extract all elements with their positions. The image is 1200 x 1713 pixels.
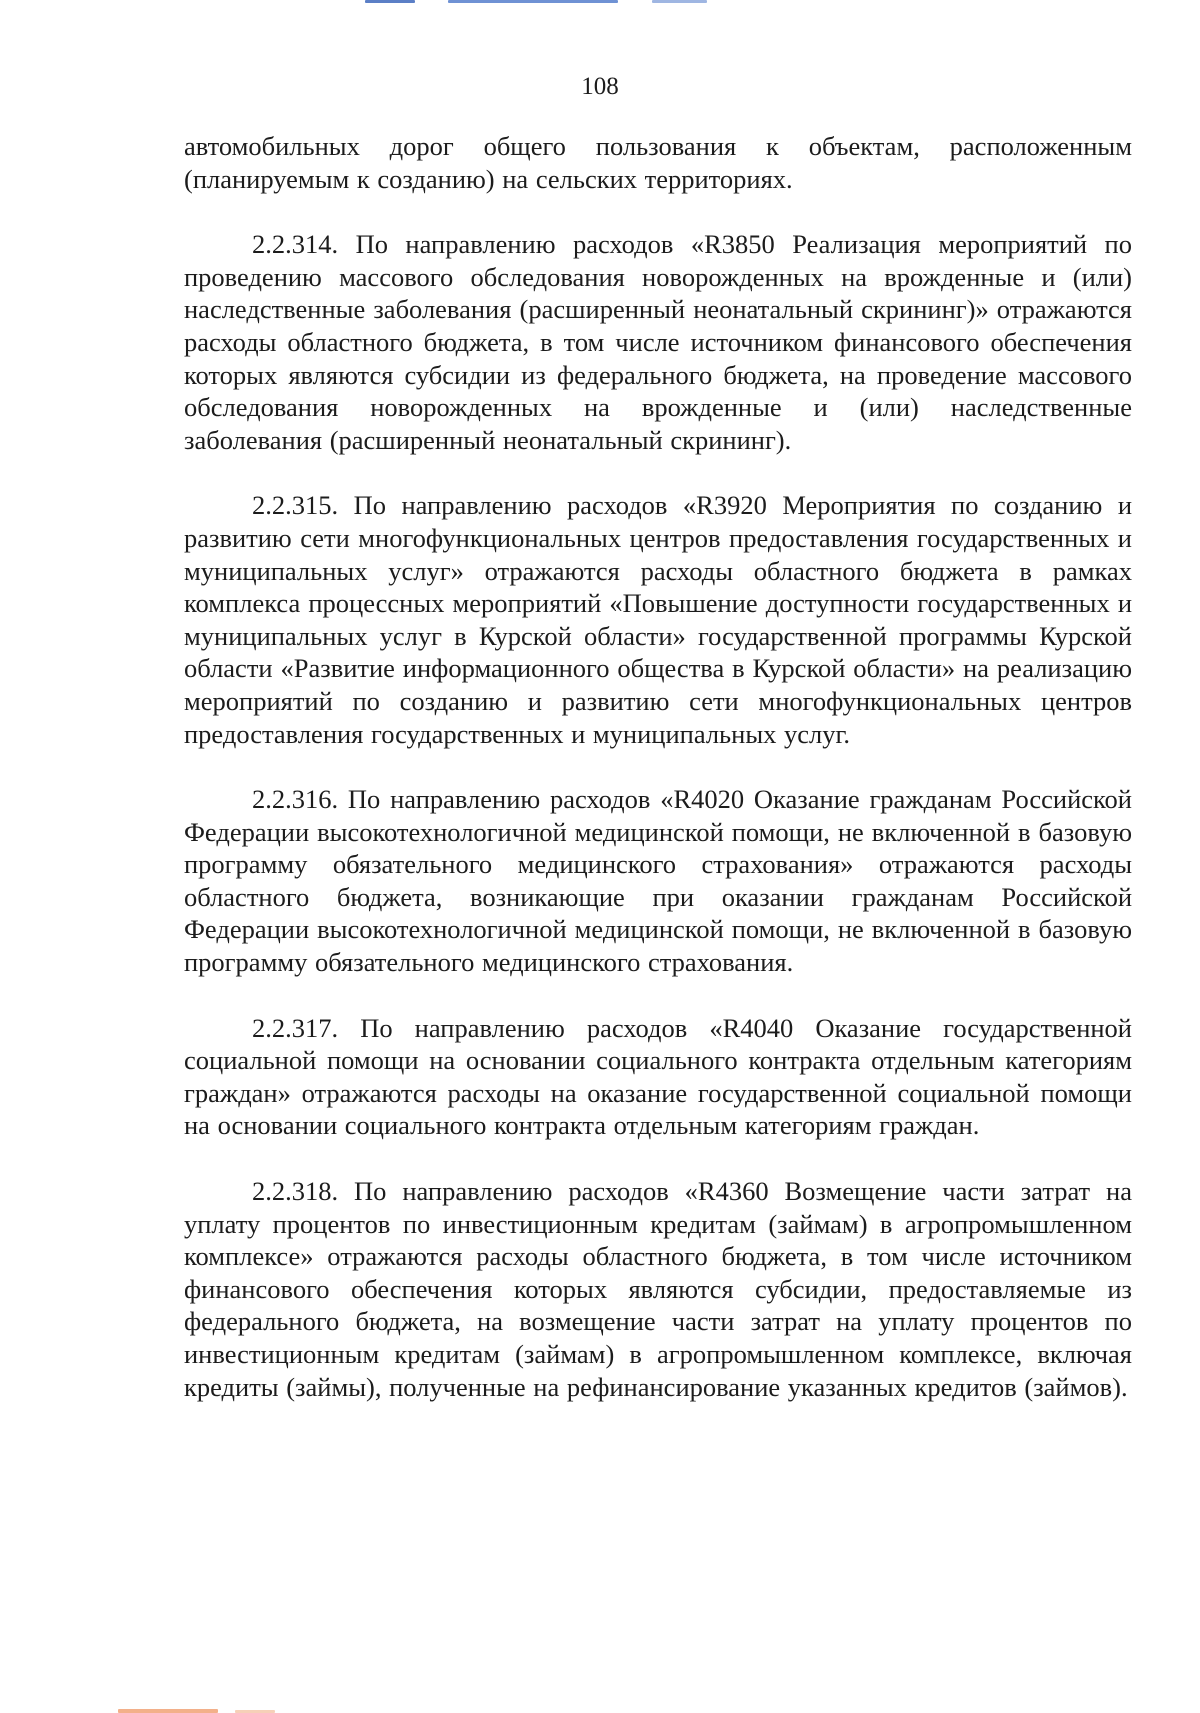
scan-edge-mark	[365, 0, 415, 3]
paragraph-2-2-316: 2.2.316. По направлению расходов «R4020 Оказание гражданам Российской Федерации высокотехнологичной медицинской помощи, не включенной в базовую программу обязательного медицинского страхования» отражаются расходы областного бюджета, возникающие при оказании гражданам Российской Федерации высокотехнологичной медицинской помощи, не включенной в базовую программу обязательного медицинского страхования.	[184, 784, 1132, 978]
paragraph-2-2-315: 2.2.315. По направлению расходов «R3920 Мероприятия по созданию и развитию сети многофункциональных центров предоставления государственных и муниципальных услуг» отражаются расходы областного бюджета в рамках комплекса процессных мероприятий «Повышение доступности государственных и муниципальных услуг в Курской области» государственной программы Курской области «Развитие информационного общества в Курской области» на реализацию мероприятий по созданию и развитию сети многофункциональных центров предоставления государственных и муниципальных услуг.	[184, 490, 1132, 749]
paragraph-2-2-318: 2.2.318. По направлению расходов «R4360 Возмещение части затрат на уплату процентов по инвестиционным кредитам (займам) в агропромышленном комплексе» отражаются расходы областного бюджета, в том числе источником финансового обеспечения которых являются субсидии, предоставляемые из федерального бюджета, на возмещение части затрат на уплату процентов по инвестиционным кредитам (займам) в агропромышленном комплексе, включая кредиты (займы), полученные на рефинансирование указанных кредитов (займов).	[184, 1176, 1132, 1402]
scan-edge-mark	[652, 0, 707, 3]
scan-edge-mark	[448, 0, 618, 3]
paragraph-continuation: автомобильных дорог общего пользования к объектам, расположенным (планируемым к созданию) на сельских территориях.	[184, 131, 1132, 194]
paragraph-2-2-314: 2.2.314. По направлению расходов «R3850 Реализация мероприятий по проведению массового обследования новорожденных на врожденные и (или) наследственные заболевания (расширенный неонатальный скрининг)» отражаются расходы областного бюджета, в том числе источником финансового обеспечения которых являются субсидии из федерального бюджета, на проведение массового обследования новорожденных на врожденные и (или) наследственные заболевания (расширенный неонатальный скрининг).	[184, 229, 1132, 455]
scan-edge-mark	[118, 1709, 218, 1713]
document-body	[184, 130, 1132, 1403]
page-number: 108	[581, 73, 619, 100]
paragraph-2-2-317: 2.2.317. По направлению расходов «R4040 Оказание государственной социальной помощи на основании социального контракта отдельным категориям граждан» отражаются расходы на оказание государственной социальной помощи на основании социального контракта отдельным категориям граждан.	[184, 1012, 1132, 1141]
